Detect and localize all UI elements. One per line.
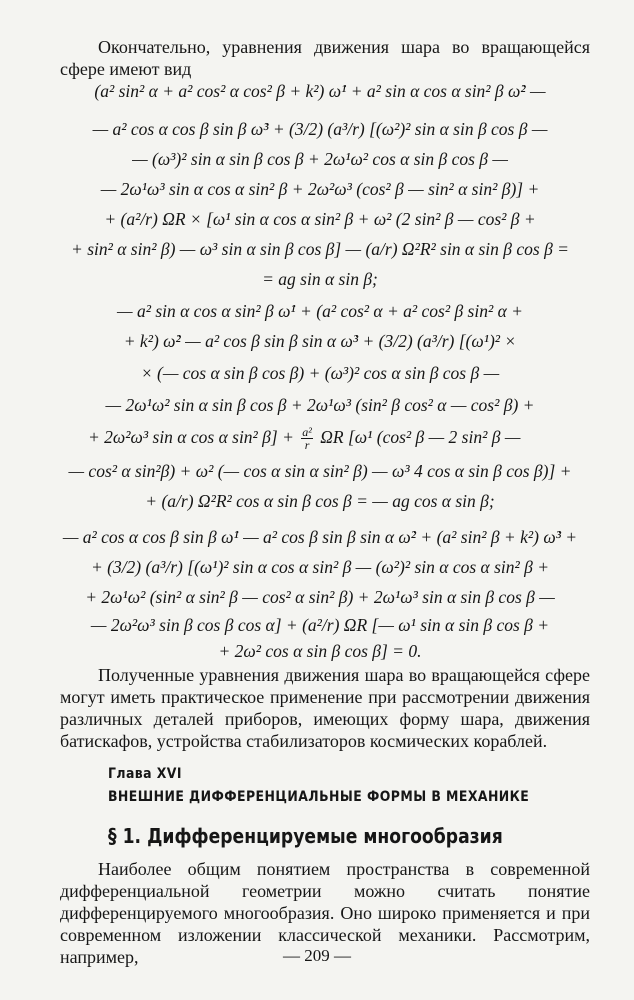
equation-line-4: — 2ω¹ω³ sin α cos α sin² β + 2ω²ω³ (cos² β — sin² α sin² β)] + [100,179,540,199]
equation-line-19: + 2ω² cos α sin β cos β] = 0. [218,641,422,661]
conclusion-text: Полученные уравнения движения шара во вращающейся сфере могут иметь практическое применение при рассмотрении движения различных деталей приборов, имеющих форму шара, движения батискафов, устройства стабилизаторов космических кораблей. [60,665,590,751]
body-text: Наиболее общим понятием пространства в современной дифференциальной геометрии можно считать понятие дифференцируемого многообразия. Оно широко применяется и при современном изложении классической механики. Рассмотрим, например, [60,859,590,967]
equation-line-5: + (a²/r) ΩR × [ω¹ sin α cos α sin² β + ω² (2 sin² β — cos² β + [104,209,536,229]
fraction-a2-over-r [301,426,313,451]
equation-line-6: + sin² α sin² β) — ω³ sin α sin β cos β] — (a/r) Ω²R² sin α sin β cos β = [71,239,569,259]
equation-line-17: + 2ω¹ω² (sin² α sin² β — cos² α sin² β) + 2ω¹ω³ sin α sin β cos β — [85,587,555,607]
intro-paragraph [60,36,590,80]
equation-line-8: — a² sin α cos α sin² β ω̇¹ + (a² cos² α + a² cos² β sin² α + [117,301,523,321]
equation-line-18: — 2ω²ω³ sin β cos β cos α] + (a²/r) ΩR [— ω¹ sin α sin β cos β + [90,615,550,635]
chapter-title: ВНЕШНИЕ ДИФФЕРЕНЦИАЛЬНЫЕ ФОРМЫ В МЕХАНИКЕ [108,789,530,805]
intro-text: Окончательно, уравнения движения шара во вращающейся сфере имеют вид [60,37,590,79]
equation-line-12 [88,426,608,451]
equation-line-1: (a² sin² α + a² cos² α cos² β + k²) ω̇¹ + a² sin α cos α sin² β ω̇² — [94,81,546,101]
equation-line-3: — (ω³)² sin α sin β cos β + 2ω¹ω² cos α sin β cos β — [132,149,508,169]
equation-line-12-end: ΩR [ω¹ (cos² β — 2 sin² β — [320,427,521,447]
equation-line-14: + (a/r) Ω²R² cos α sin β cos β = — ag cos α sin β; [145,491,495,511]
equation-line-11: — 2ω¹ω² sin α sin β cos β + 2ω¹ω³ (sin² β cos² α — cos² β) + [105,395,535,415]
section-title: § 1. Дифференцируемые многообразия [108,824,503,848]
equation-line-9: + k²) ω̇² — a² cos β sin β sin α ω̇³ + (3/2) (a³/r) [(ω¹)² × [123,331,517,351]
equation-line-16: + (3/2) (a³/r) [(ω¹)² sin α cos α sin² β — (ω²)² sin α cos α sin² β + [90,557,550,577]
equation-line-10: × (— cos α sin β cos β) + (ω³)² cos α sin β cos β — [140,363,500,383]
fraction-denominator: r [304,438,310,453]
page-number: — 209 — [283,946,351,965]
conclusion-paragraph [60,664,590,752]
equation-line-7: = ag sin α sin β; [262,269,378,289]
equation-line-12-start: + 2ω²ω³ sin α cos α sin² β] + [88,427,294,447]
equation-line-13: — cos² α sin²β) + ω² (— cos α sin α sin² β) — ω³ 4 cos α sin β cos β)] + [68,461,572,481]
equation-line-15: — a² cos α cos β sin β ω̇¹ — a² cos β sin β sin α ω̇² + (a² sin² β + k²) ω̇³ + [62,527,578,547]
equation-line-2: — a² cos α cos β sin β ω̇³ + (3/2) (a³/r) [(ω²)² sin α sin β cos β — [92,119,548,139]
chapter-label: Глава XVI [108,766,182,782]
fraction-numerator: a² [302,425,312,440]
